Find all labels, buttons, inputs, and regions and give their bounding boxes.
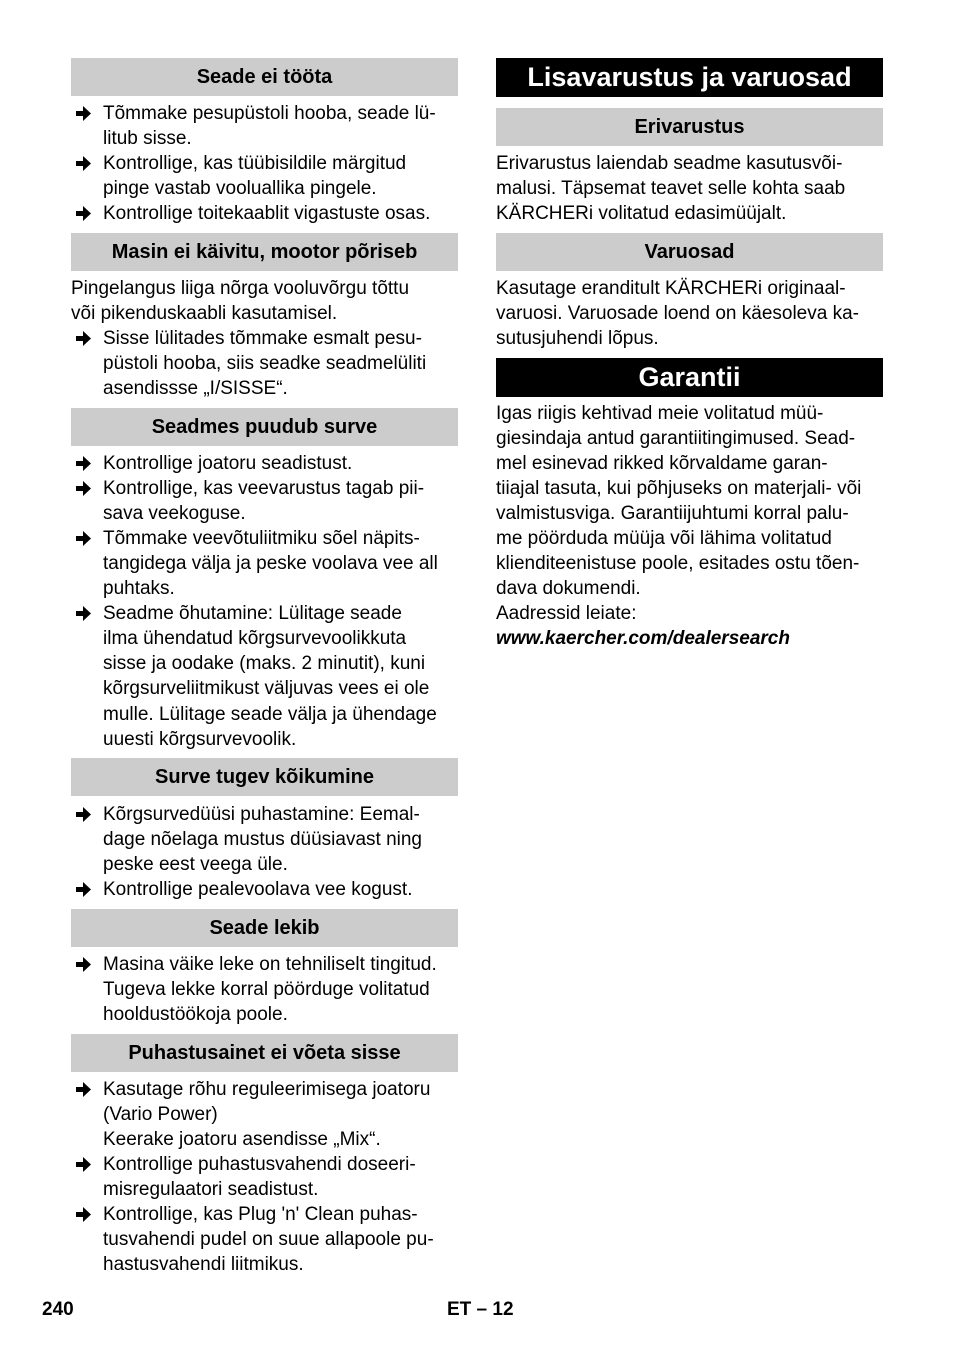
paragraph-line: KÄRCHERi volitatud edasimüüjalt. (496, 203, 787, 224)
paragraph-line: või pikenduskaabli kasutamisel. (71, 303, 338, 324)
list-line: hooldustöökoja poole. (103, 1004, 288, 1025)
arrow-icon (75, 952, 92, 977)
arrow-icon (75, 201, 92, 226)
dealer-search-link[interactable]: www.kaercher.com/dealersearch (496, 628, 790, 649)
list-line: tangidega välja ja peske voolava vee all (103, 553, 438, 574)
list-line: Tõmmake veevõtuliitmiku sõel näpits- (103, 528, 420, 549)
section-heading: Seade ei tööta (71, 58, 458, 96)
paragraph-line: giesindaja antud garantiitingimused. Sead- (496, 428, 856, 449)
list-line: Kontrollige pealevoolava vee kogust. (103, 879, 413, 900)
section-heading: Masin ei käivitu, mootor põriseb (71, 233, 458, 271)
list-line: Tõmmake pesupüstoli hooba, seade lü- (103, 103, 436, 124)
section-heading: Seade lekib (71, 909, 458, 947)
list-line: Kontrollige, kas veevarustus tagab pii- (103, 478, 425, 499)
list-line: Kontrollige toitekaablit vigastuste osas. (103, 203, 431, 224)
list-line: Tugeva lekke korral pöörduge volitatud (103, 979, 430, 1000)
list-line: litub sisse. (103, 128, 192, 149)
list-line: Kõrgsurvedüüsi puhastamine: Eemal- (103, 804, 420, 825)
arrow-icon (75, 601, 92, 626)
list-line: tusvahendi pudel on suue allapoole pu- (103, 1229, 434, 1250)
arrow-icon (75, 151, 92, 176)
list-line: (Vario Power) (103, 1104, 218, 1125)
arrow-icon (75, 451, 92, 476)
arrow-icon (75, 526, 92, 551)
section-heading: Surve tugev kõikumine (71, 758, 458, 796)
list-line: ilma ühendatud kõrgsurvevoolikkuta (103, 628, 407, 649)
list-line: Kontrollige, kas tüübisildile märgitud (103, 153, 407, 174)
list-line: Kontrollige puhastusvahendi doseeri- (103, 1154, 416, 1175)
arrow-icon (75, 877, 92, 902)
list-line: Seadme õhutamine: Lülitage seade (103, 603, 402, 624)
chapter-heading: Lisavarustus ja varuosad (496, 58, 883, 97)
list-line: asendissse „I/SISSE“. (103, 378, 288, 399)
list-line: uuesti kõrgsurvevoolik. (103, 729, 297, 750)
paragraph-line: tiiajal tasuta, kui põhjuseks on materjali- või (496, 478, 862, 499)
chapter-heading: Garantii (496, 358, 883, 397)
paragraph-line: Pingelangus liiga nõrga vooluvõrgu tõttu (71, 278, 410, 299)
paragraph-line: Igas riigis kehtivad meie volitatud müü- (496, 403, 824, 424)
paragraph-line: valmistusviga. Garantiijuhtumi korral palu- (496, 503, 849, 524)
list-line: Kasutage rõhu reguleerimisega joatoru (103, 1079, 431, 1100)
section-heading: Varuosad (496, 233, 883, 271)
arrow-icon (75, 476, 92, 501)
paragraph-line: varuosi. Varuosade loend on käesoleva ka- (496, 303, 859, 324)
list-line: Sisse lülitades tõmmake esmalt pesu- (103, 328, 422, 349)
section-heading: Erivarustus (496, 108, 883, 146)
arrow-icon (75, 326, 92, 351)
arrow-icon (75, 802, 92, 827)
arrow-icon (75, 1202, 92, 1227)
list-line: kõrgsurveliitmikust väljuvas vees ei ole (103, 678, 430, 699)
list-line: hastusvahendi liitmikus. (103, 1254, 304, 1275)
arrow-icon (75, 1152, 92, 1177)
list-line: pinge vastab vooluallika pingele. (103, 178, 377, 199)
list-line: dage nõelaga mustus düüsiavast ning (103, 829, 423, 850)
paragraph-line: me pöörduda müüja või lähima volitatud (496, 528, 832, 549)
section-heading: Puhastusainet ei võeta sisse (71, 1034, 458, 1072)
paragraph-line: mel esinevad rikked kõrvaldame garan- (496, 453, 828, 474)
paragraph-line: klienditeenistuse poole, esitades ostu tõen- (496, 553, 860, 574)
arrow-icon (75, 101, 92, 126)
list-line: sava veekoguse. (103, 503, 246, 524)
list-line: misregulaatori seadistust. (103, 1179, 319, 1200)
list-line: püstoli hooba, siis seadke seadmelüliti (103, 353, 427, 374)
list-line: Kontrollige joatoru seadistust. (103, 453, 353, 474)
list-line: Keerake joatoru asendisse „Mix“. (103, 1129, 381, 1150)
paragraph-line: Kasutage eranditult KÄRCHERi originaal- (496, 278, 846, 299)
list-line: sisse ja oodake (maks. 2 minutit), kuni (103, 653, 426, 674)
list-line: mulle. Lülitage seade välja ja ühendage (103, 704, 437, 725)
list-line: puhtaks. (103, 578, 175, 599)
section-heading: Seadmes puudub surve (71, 408, 458, 446)
paragraph-line: Aadressid leiate: (496, 603, 637, 624)
paragraph-line: dava dokumendi. (496, 578, 641, 599)
paragraph-line: sutusjuhendi lõpus. (496, 328, 659, 349)
arrow-icon (75, 1077, 92, 1102)
list-line: peske eest veega üle. (103, 854, 288, 875)
list-line: Kontrollige, kas Plug 'n' Clean puhas- (103, 1204, 418, 1225)
paragraph-line: malusi. Täpsemat teavet selle kohta saab (496, 178, 846, 199)
paragraph-line: Erivarustus laiendab seadme kasutusvõi- (496, 153, 843, 174)
list-line: Masina väike leke on tehniliselt tingitud. (103, 954, 437, 975)
page-number: 240 (42, 1299, 74, 1320)
language-page-label: ET – 12 (447, 1299, 514, 1320)
